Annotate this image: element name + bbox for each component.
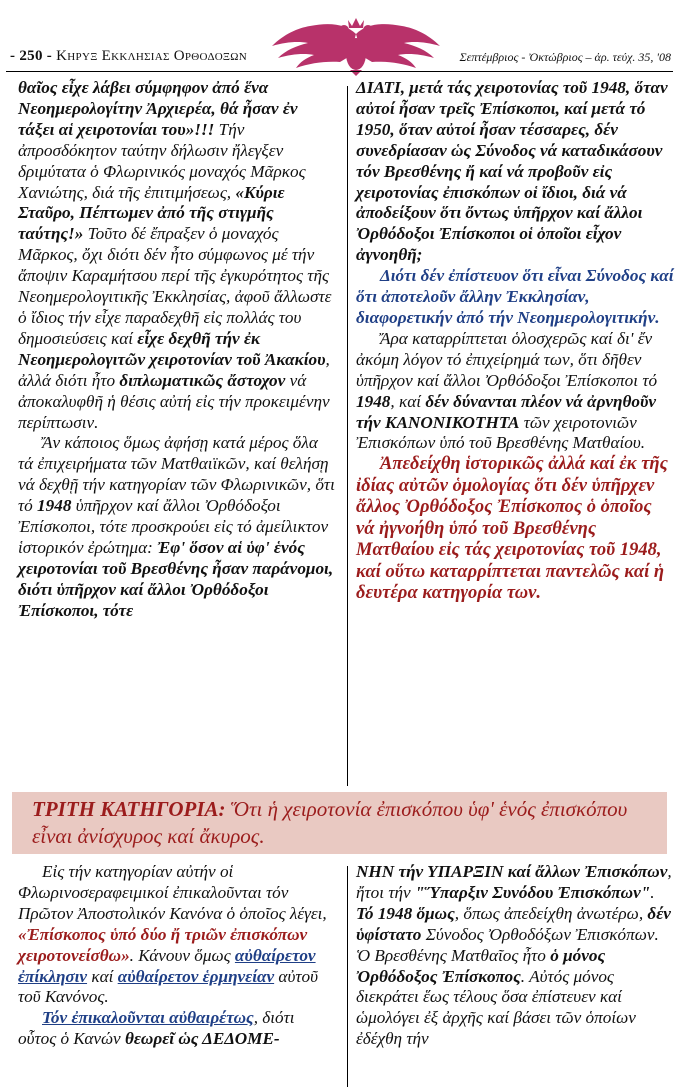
text-run: , καί: [390, 391, 426, 411]
left-paragraph-2: [18, 433, 336, 621]
lower-left-column: [18, 862, 336, 1050]
issue-info: Σεπτέμβριος - Ὀκτώβριος – ἀρ. τεύχ. 35, '08: [459, 50, 671, 64]
text-run: .: [650, 882, 655, 902]
text-run: εἶχε δεχθῆ τήν ἐκ Νεοημερολογιτῶν χειροτονίαν τοῦ Ἀκακίου: [18, 328, 326, 369]
lower-left-paragraph-1: [18, 862, 336, 1008]
text-run: θεωρεῖ ὡς ΔΕΔΟΜΕ-: [124, 1029, 280, 1049]
section-heading-label: ΤΡΙΤΗ ΚΑΤΗΓΟΡΙΑ:: [32, 797, 226, 821]
right-paragraph-4: [356, 454, 674, 605]
text-run: ΝΗΝ τήν ΥΠΑΡΞΙΝ καί ἄλλων Ἐπισκόπων: [356, 862, 668, 881]
text-run: Τοῦτο δέ ἔπραξεν ὁ μοναχός Μᾶρκος, ὄχι διότι δέν ἦτο σύμφωνος μέ τήν ἄποψιν Καραμήτσου περί τῆς ἐγκυρότητος τῆς Νεοημερολογιτικῆς Ἐκκλησίας, ἀφοῦ ἄλλωστε ὁ ἴδιος τήν εἶχε παραδεχθῆ εἰς πολλάς του δημοσιεύσεις καί: [18, 224, 332, 348]
text-run: "Ὕπαρξιν Συνόδου Ἐπισκόπων": [414, 882, 651, 902]
text-run: ΔΙΑΤΙ, μετά τάς χειροτονίας τοῦ 1948, ὅταν αὐτοί ἦσαν τρεῖς Ἐπίσκοποι, καί μετά τό 1950, ὅταν αὐτοί ἦσαν τέσσαρες, δέν συνεδρίασαν ὡς Σύνοδος νά καταδικάσουν τόν Βρεσθένης ἤ καί νά προβοῦν εἰς χειροτονίας ἐπισκόπων οἱ ἴδιοι, διά νά ἀποδείξουν ὅτι ὄντως ὑπῆρχον καί ἄλλοι Ὀρθόδοξοι Ἐπίσκοποι οἱ ὁποῖοι εἶχον ἀγνοηθῆ;: [356, 78, 668, 265]
text-run: Ἐφ' ὅσον αἱ ὑφ' ἑνός χειροτονίαι τοῦ Βρεσθένης ἦσαν παράνομοι, διότι ὑπῆρχον καί ἄλλοι Ὀρθόδοξοι Ἐπίσκοποι, τότε: [18, 537, 334, 620]
right-paragraph-3: [356, 329, 674, 454]
page-header: [0, 0, 679, 80]
header-left: [10, 48, 247, 65]
text-run: «Κύριε Σταῦρο, Πέπτωμεν ἀπό τῆς στιγμῆς ταύτης!»: [18, 182, 285, 244]
text-run: δέν ὑφίστατο: [356, 903, 671, 944]
text-run: , διότι οὗτος ὁ Κανών: [18, 1008, 295, 1049]
text-run: καί: [87, 966, 118, 986]
text-run: 1948: [356, 391, 391, 411]
text-run: , ἤτοι τήν: [356, 862, 672, 902]
text-run: Εἰς τήν κατηγορίαν αὐτήν οἱ Φλωρινοσεραφειμικοί ἐπικαλοῦνται τόν Πρῶτον Ἀποστολικόν Κανόνα ὁ ὁποῖος λέγει,: [18, 862, 327, 923]
text-run: Ἄν κάποιος ὅμως ἀφήσῃ κατά μέρος ὅλα τά ἐπιχειρήματα τῶν Ματθαιϊκῶν, καί θελήσῃ νά δεχθῇ τήν κατηγορίαν τῶν Φλωρινικῶν, ὅτι τό: [18, 433, 335, 516]
publication-title: Κηρυξ Εκκλησιας Ορθοδοξων: [56, 48, 248, 64]
text-run: θαῖος εἶχε λάβει σύμφηφον ἀπό ἕνα Νεοημερολογίτην Ἀρχιερέα, θά ἦσαν ἐν τάξει αἱ χειροτονίαι του»!!!: [18, 78, 298, 139]
text-run: ὁ μόνος Ὀρθόδοξος Ἐπίσκοπος: [356, 945, 606, 986]
text-run: . Αὐτός μόνος διεκράτει ἕως τέλους ὅσα ἐπίστευεν καί ὡμολόγει ἐξ ἀρχῆς καί βάσει τῶν ὁποίων ἐδέχθη τήν: [356, 966, 636, 1049]
text-run: 1948: [37, 496, 72, 516]
column-divider: [347, 86, 348, 786]
header-rule: [6, 71, 673, 72]
text-run: Τόν ἐπικαλοῦνται αὐθαιρέτως: [42, 1008, 254, 1028]
text-run: Διότι δέν ἐπίστευον ὅτι εἶναι Σύνοδος καί ὅτι ἀποτελοῦν ἄλλην Ἐκκλησίαν, διαφορετικήν ἀπό τήν Νεοημερολογιτικήν.: [356, 266, 674, 327]
text-run: , ὅπως ἀπεδείχθη ἀνωτέρω,: [454, 903, 648, 923]
right-paragraph-2: [356, 266, 674, 329]
column-divider-lower: [347, 866, 348, 1087]
right-paragraph-1: [356, 78, 674, 266]
lower-left-paragraph-2: [18, 1008, 336, 1050]
page-number: - 250 -: [10, 48, 53, 64]
text-run: «Ἐπίσκοπος ὑπό δύο ἤ τριῶν ἐπισκόπων χειροτονείσθω»: [18, 924, 308, 965]
left-column: [18, 78, 336, 622]
text-run: τῶν χειροτονιῶν Ἐπισκόπων ὑπό τοῦ Βρεσθένης Ματθαίου.: [356, 412, 646, 453]
text-run: Τό 1948 ὅμως: [356, 903, 455, 923]
text-run: νά ἀποκαλυφθῆ ἡ θέσις αὐτή εἰς τήν προκειμένην περίπτωσιν.: [18, 370, 330, 432]
section-heading-text: Ὅτι ἡ χειροτονία ἐπισκόπου ὑφ' ἑνός ἐπισκόπου εἶναι ἀνίσχυρος καί ἄκυρος.: [32, 797, 628, 848]
text-run: . Κάνουν ὅμως: [129, 945, 235, 965]
text-run: αὐθαίρετον ἐπίκλησιν: [18, 945, 316, 986]
section-heading-band: [12, 792, 667, 854]
section-heading: [12, 792, 667, 850]
text-run: ὑπῆρχον καί ἄλλοι Ὀρθόδοξοι Ἐπίσκοποι, τότε προσκρούει εἰς τό ἀμείλικτον ἱστορικόν ἐρώτημα:: [18, 496, 329, 557]
left-paragraph-1: [18, 78, 336, 433]
text-run: αὐθαίρετον ἑρμηνείαν: [117, 966, 275, 986]
double-headed-eagle-emblem: [270, 16, 442, 76]
text-run: Ἀπεδείχθη ἱστορικῶς ἀλλά καί ἐκ τῆς ἰδίας αὐτῶν ὁμολογίας ὅτι δέν ὑπῆρχεν ἄλλος Ὀρθόδοξος Ἐπίσκοπος ὁ ὁποῖος νά ἠγνοήθη ὑπό τοῦ Βρεσθένης Ματθαίου εἰς τάς χειροτονίας τοῦ 1948, καί οὕτω καταρρίπτεται παντελῶς καί ἡ δευτέρα κατηγορία των.: [356, 454, 668, 604]
text-run: Τήν ἀπροσδόκητον ταύτην δήλωσιν ἤλεγξεν δριμύτατα ὁ Φλωρινικός μοναχός Μᾶρκος Χανιώτης, διά τῆς ἐπιτιμήσεως,: [18, 119, 306, 202]
right-column: [356, 78, 674, 605]
text-run: διπλωματικῶς ἄστοχον: [119, 370, 286, 390]
text-run: , ἀλλά διότι ἦτο: [18, 349, 330, 390]
lower-right-paragraph-1: [356, 862, 674, 1050]
text-run: Σύνοδος Ὀρθοδόξων Ἐπισκόπων. Ὁ Βρεσθένης Ματθαῖος ἦτο: [356, 924, 659, 965]
text-run: δέν δύνανται πλέον νά ἀρνηθοῦν τήν ΚΑΝΟΝΙΚΟΤΗΤΑ: [356, 391, 657, 432]
text-run: αὐτοῦ τοῦ Κανόνος.: [18, 966, 318, 1007]
text-run: Ἄρα καταρρίπτεται ὁλοσχερῶς καί δι' ἔν ἀκόμη λόγον τό ἐπιχείρημά των, ὅτι δῆθεν ὑπῆρχον καί ἄλλοι Ὀρθόδοξοι Ἐπίσκοποι τό: [356, 328, 658, 390]
lower-right-column: [356, 862, 674, 1050]
